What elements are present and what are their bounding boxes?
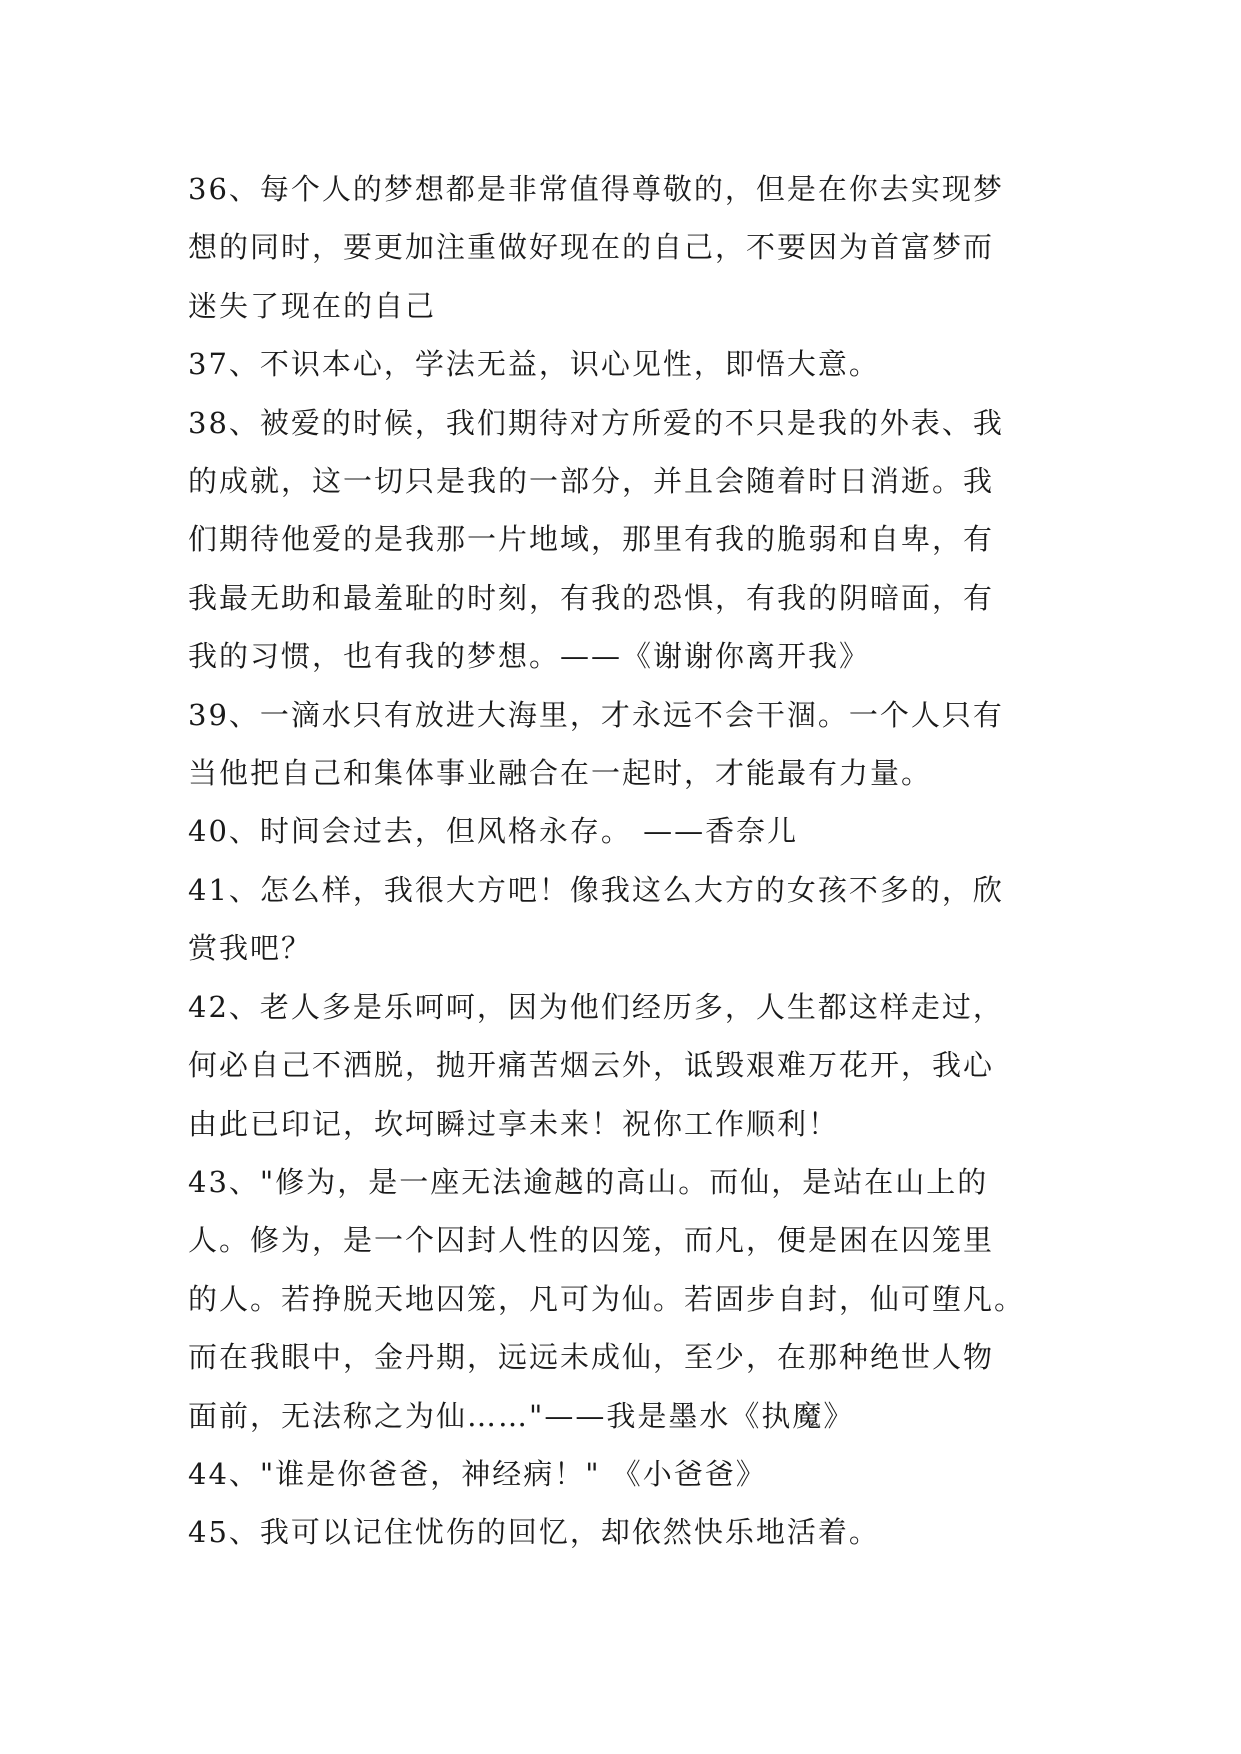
quote-entry-44 xyxy=(188,1445,1058,1503)
text-line: 而在我眼中，金丹期，远远未成仙，至少，在那种绝世人物 xyxy=(188,1340,995,1375)
text-line: 36、每个人的梦想都是非常值得尊敬的，但是在你去实现梦 xyxy=(188,172,1004,206)
text-line: 44、"谁是你爸爸，神经病！" 《小爸爸》 xyxy=(188,1456,767,1491)
text-line: 我最无助和最羞耻的时刻，有我的恐惧，有我的阴暗面，有 xyxy=(188,580,995,615)
quote-entry-39 xyxy=(188,686,1058,803)
quote-entry-43 xyxy=(188,1153,1058,1445)
text-line: 何必自己不洒脱，抛开痛苦烟云外，诋毁艰难万花开，我心 xyxy=(188,1048,995,1083)
text-line: 面前，无法称之为仙……"——我是墨水《执魔》 xyxy=(188,1398,855,1433)
text-line: 39、一滴水只有放进大海里，才永远不会干涸。一个人只有 xyxy=(188,697,1004,732)
text-line: 想的同时，要更加注重做好现在的自己，不要因为首富梦而 xyxy=(188,230,995,265)
text-line: 赏我吧？ xyxy=(188,931,313,966)
text-line: 45、我可以记住忧伤的回忆，却依然快乐地活着。 xyxy=(188,1515,880,1550)
quote-entry-45 xyxy=(188,1503,1058,1561)
quote-entry-38 xyxy=(188,394,1058,686)
quote-entry-37 xyxy=(188,335,1058,393)
quote-entry-42 xyxy=(188,978,1058,1153)
quote-entry-36 xyxy=(188,160,1058,335)
text-line: 由此已印记，坎坷瞬过享未来！祝你工作顺利！ xyxy=(188,1106,840,1141)
text-line: 38、被爱的时候，我们期待对方所爱的不只是我的外表、我 xyxy=(188,405,1004,440)
text-line: 41、怎么样，我很大方吧！像我这么大方的女孩不多的，欣 xyxy=(188,872,1004,907)
document-body xyxy=(188,160,1058,1562)
quote-entry-41 xyxy=(188,861,1058,978)
quote-entry-40 xyxy=(188,802,1058,860)
text-line: 37、不识本心，学法无益，识心见性，即悟大意。 xyxy=(188,347,880,382)
text-line: 们期待他爱的是我那一片地域，那里有我的脆弱和自卑，有 xyxy=(188,522,995,557)
text-line: 人。修为，是一个囚封人性的囚笼，而凡，便是困在囚笼里 xyxy=(188,1223,995,1258)
text-line: 的成就，这一切只是我的一部分，并且会随着时日消逝。我 xyxy=(188,464,995,499)
text-line: 当他把自己和集体事业融合在一起时，才能最有力量。 xyxy=(188,756,933,791)
text-line: 42、老人多是乐呵呵，因为他们经历多，人生都这样走过， xyxy=(188,989,1004,1024)
text-line: 我的习惯，也有我的梦想。——《谢谢你离开我》 xyxy=(188,639,871,674)
text-line: 的人。若挣脱天地囚笼，凡可为仙。若固步自封，仙可堕凡。 xyxy=(188,1281,1026,1316)
text-line: 43、"修为，是一座无法逾越的高山。而仙，是站在山上的 xyxy=(188,1164,989,1199)
text-line: 40、时间会过去，但风格永存。 ——香奈儿 xyxy=(188,814,799,849)
text-line: 迷失了现在的自己 xyxy=(188,288,437,323)
